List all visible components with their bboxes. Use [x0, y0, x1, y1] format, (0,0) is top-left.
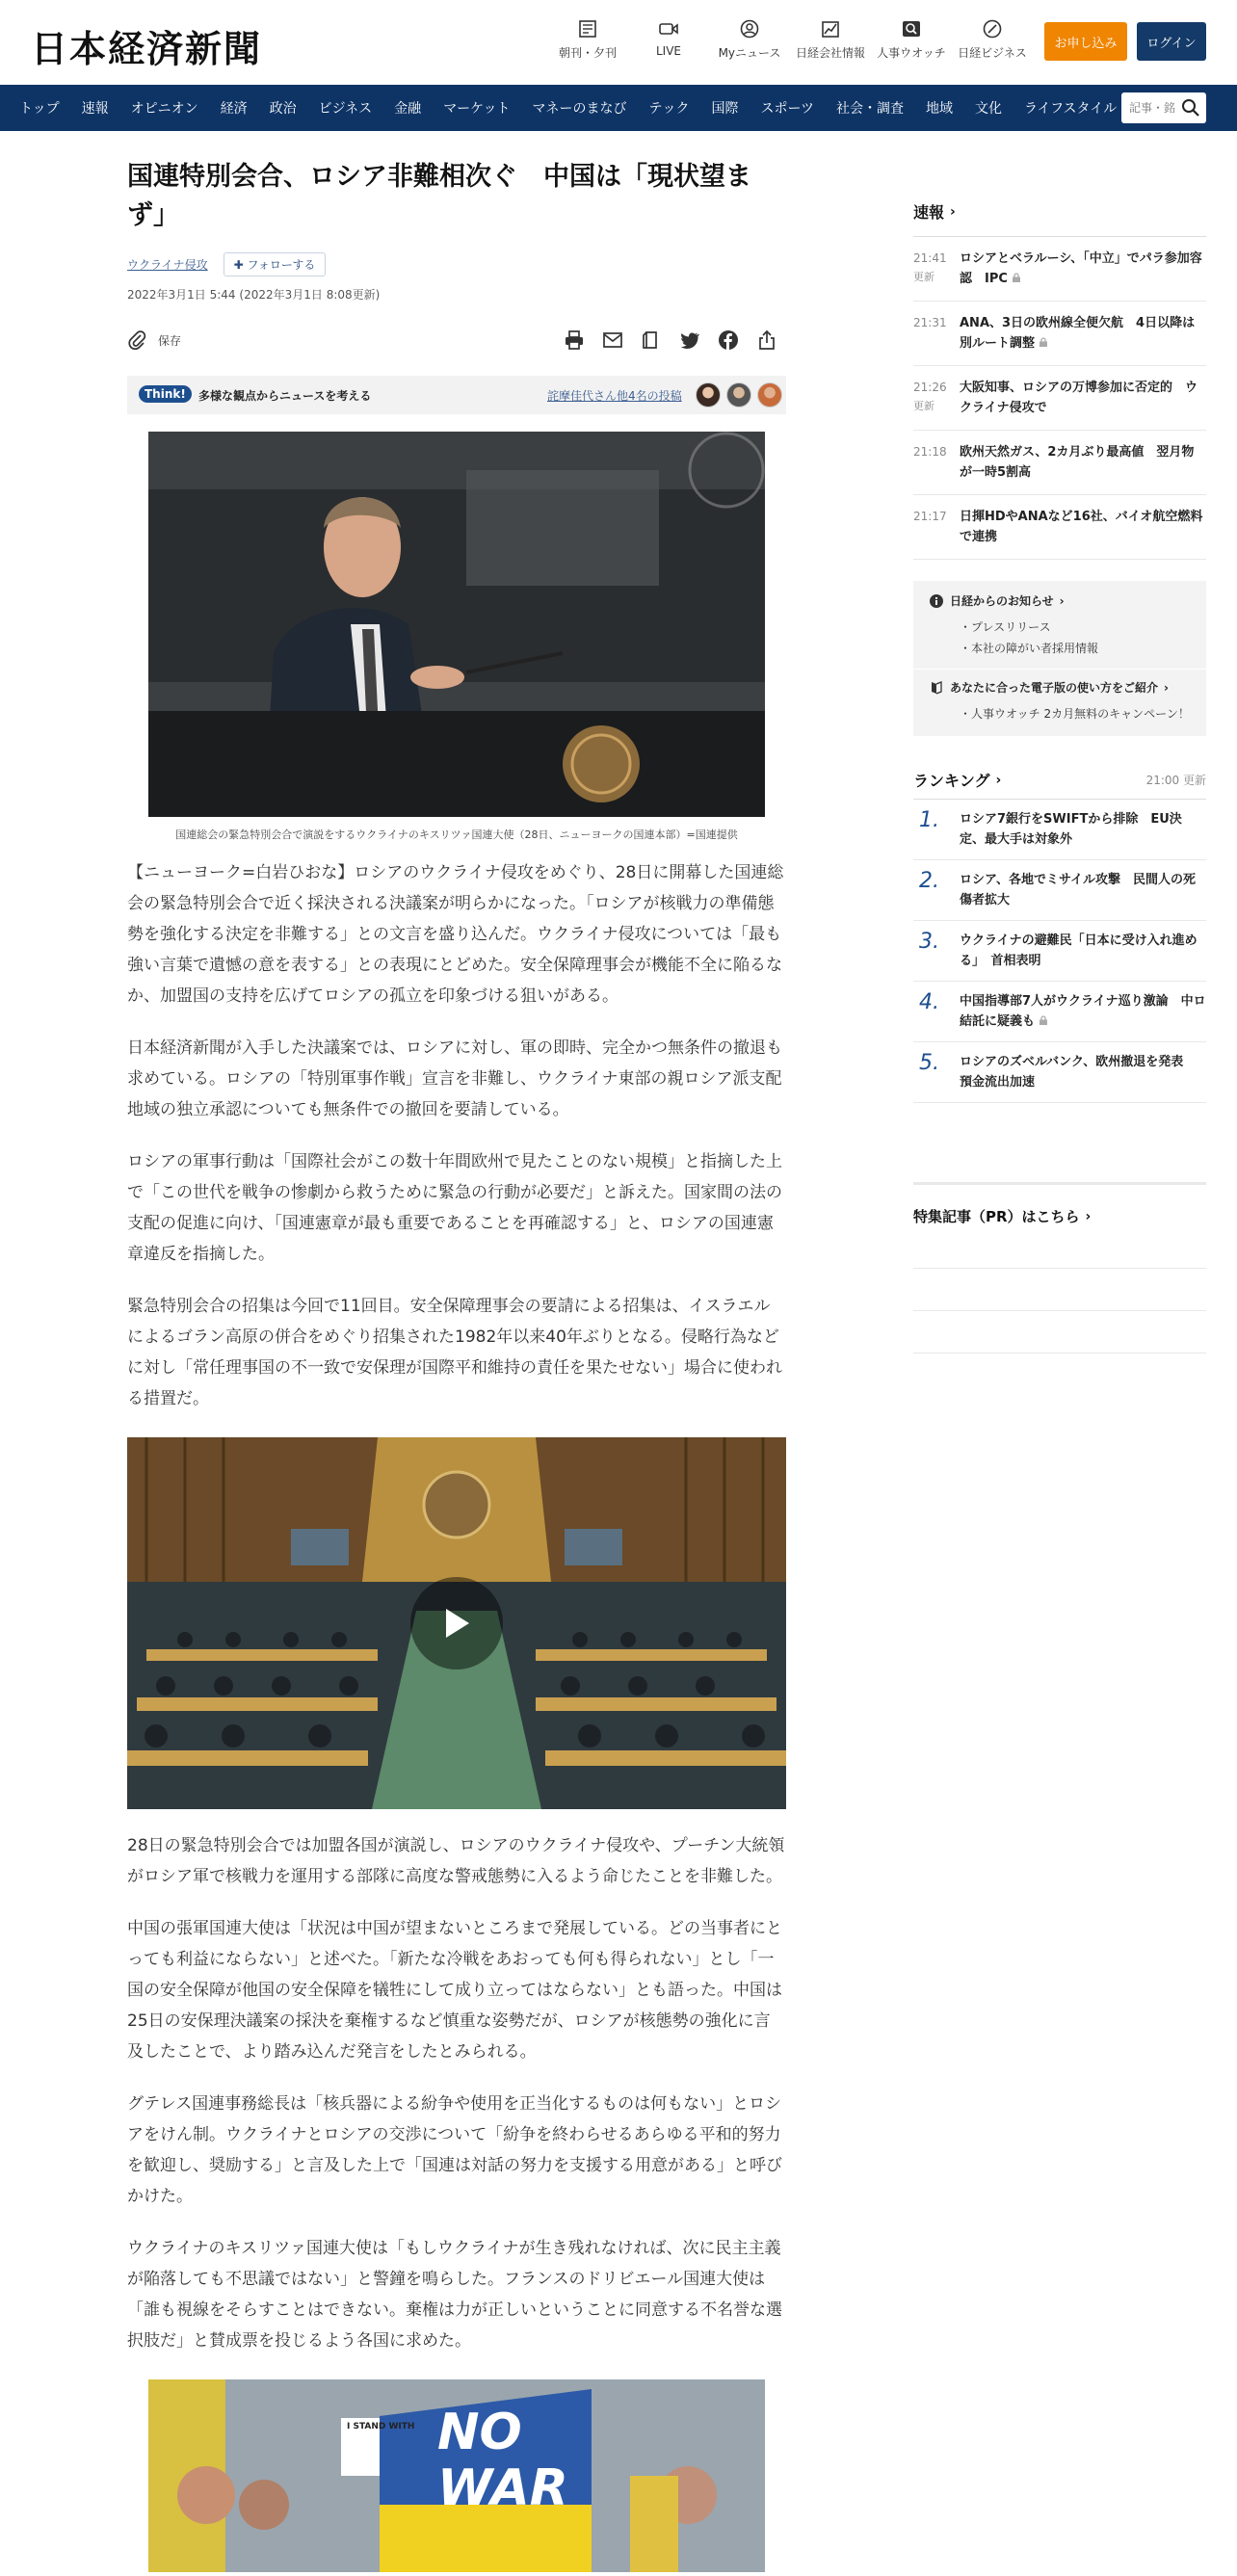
rank-title: ロシア、各地でミサイル攻撃 民間人の死傷者拡大 — [960, 873, 1197, 907]
ranking-updated: 更新 — [1182, 774, 1206, 787]
paperclip-icon — [127, 329, 146, 351]
rank-title: 中国指導部7人がウクライナ巡り激論 中ロ結託に疑義も — [960, 994, 1206, 1029]
plus-icon: ✚ — [233, 258, 248, 272]
news-item[interactable] — [913, 237, 1206, 302]
ranking-list — [913, 799, 1206, 1103]
article-paragraph: 日本経済新聞が入手した決議案では、ロシアに対し、軍の即時、完全かつ無条件の撤退も求めている。ロシアの「特別軍事作戦」宣言を非難し、ウクライナ東部の親ロシア派支配地域の独立承認についても無条件での撤回を要請している。 — [127, 1038, 782, 1119]
divider — [913, 669, 1206, 670]
notice-title: 日経からのお知らせ — [950, 594, 1054, 608]
protest-sign-text: NO WAR — [437, 2404, 568, 2517]
think-bar — [127, 376, 786, 414]
chart-icon — [820, 19, 841, 39]
notice-box — [913, 581, 1206, 736]
notice-item-label: 本社の障がい者採用情報 — [971, 642, 1099, 655]
article-video[interactable] — [127, 1437, 786, 1809]
nav-item-business[interactable]: ビジネス — [318, 101, 373, 117]
nav-item-lifestyle[interactable]: ライフスタイル — [1023, 101, 1118, 117]
nav-item-international[interactable]: 国際 — [711, 101, 739, 117]
news-updated: 更新 — [913, 271, 934, 283]
rank-title: ロシアのズベルバンク、欧州撤退を発表 預金流出加速 — [960, 1055, 1197, 1090]
breaking-news-list — [913, 236, 1206, 560]
pr-placeholder-row — [913, 1269, 1206, 1311]
print-icon[interactable] — [555, 329, 593, 351]
article-meta — [127, 252, 786, 276]
news-title: 日揮HDやANAなど16社、バイオ航空燃料で連携 — [960, 510, 1203, 544]
article-photo-protest — [148, 2379, 765, 2572]
clip-article-icon[interactable] — [632, 329, 671, 351]
header-icon-bar — [547, 19, 1033, 61]
header-link-label: LIVE — [655, 44, 681, 58]
header-link-newspaper[interactable] — [547, 19, 628, 61]
nav-item-opinion[interactable]: オピニオン — [130, 101, 198, 117]
notice-item-label: プレスリリース — [971, 620, 1051, 634]
search-input[interactable] — [1121, 92, 1175, 123]
article-paragraph: ロシアの軍事行動は「国際社会がこの数十年間欧州で見たことのない規模」と指摘した上で「この世代を戦争の惨劇から救うために緊急の行動が必要だ」と訴えた。国家間の法の支配の促進に向け、「国連憲章が最も重要であることを再確認する」と、ロシアの国連憲章違反を指摘した。 — [127, 1152, 782, 1264]
think-posts-link[interactable]: 詫摩佳代さん他4名の投稿 — [547, 389, 682, 403]
nav-item-tech[interactable]: テック — [648, 101, 690, 117]
book-icon — [929, 680, 944, 696]
follow-label: フォローする — [247, 258, 316, 272]
lock-icon — [1039, 1015, 1048, 1025]
news-item[interactable] — [913, 495, 1206, 560]
mail-icon[interactable] — [593, 329, 632, 351]
video-icon — [658, 19, 679, 39]
think-text: 多様な観点からニュースを考える — [198, 389, 372, 403]
compass-icon — [982, 19, 1003, 39]
rank-number: 3. — [919, 930, 939, 954]
ranking-item[interactable] — [913, 921, 1206, 982]
ebook-guide-heading[interactable] — [929, 679, 1191, 696]
news-time: 21:31 — [913, 316, 947, 329]
article-date: 2022年3月1日 5:44 (2022年3月1日 8:08更新) — [127, 288, 381, 302]
article-title: 国連特別会合、ロシア非難相次ぐ 中国は「現状望まず」 — [127, 162, 751, 230]
ranking-heading[interactable] — [913, 769, 1001, 791]
search-person-icon — [901, 19, 922, 39]
newspaper-icon — [577, 19, 598, 39]
expert-avatars — [690, 382, 782, 407]
ranking-time: 21:00 — [1145, 774, 1180, 787]
rank-title: ウクライナの避難民「日本に受け入れ進める」 首相表明 — [960, 933, 1198, 968]
avatar[interactable] — [757, 382, 782, 407]
header-link-personnel-watch[interactable] — [871, 19, 952, 61]
search-icon[interactable] — [1181, 98, 1200, 118]
news-time: 21:17 — [913, 510, 947, 523]
lock-icon — [1012, 273, 1021, 282]
ranking-item[interactable] — [913, 860, 1206, 921]
news-time: 21:41 — [913, 251, 947, 265]
article-photo-ambassador — [148, 432, 765, 817]
subscribe-button[interactable]: お申し込み — [1044, 22, 1127, 61]
news-title: ロシアとベラルーシ、「中立」でパラ参加容認 IPC — [960, 251, 1202, 286]
header-link-label: Myニュース — [718, 46, 781, 60]
ebook-guide-title: あなたに合った電子版の使い方をご紹介 — [950, 681, 1159, 695]
nav-item-economy[interactable]: 経済 — [220, 101, 248, 117]
play-button[interactable] — [410, 1577, 503, 1669]
ambassador-photo — [148, 432, 765, 817]
rank-number: 5. — [919, 1051, 939, 1075]
chevron-right-icon: › — [1059, 593, 1065, 608]
chevron-right-icon: › — [950, 203, 956, 220]
nav-item-culture[interactable]: 文化 — [974, 101, 1002, 117]
breaking-news-heading[interactable] — [913, 200, 1206, 223]
nav-item-politics[interactable]: 政治 — [269, 101, 297, 117]
notice-heading[interactable] — [929, 592, 1191, 609]
share-icon[interactable] — [748, 329, 786, 351]
share-toolbar — [127, 324, 786, 358]
ranking-item[interactable] — [913, 982, 1206, 1042]
save-label: 保存 — [158, 333, 182, 348]
pr-heading[interactable] — [913, 1206, 1206, 1226]
breaking-news-title: 速報 — [913, 203, 945, 222]
article-paragraph: ウクライナのキスリツァ国連大使は「もしウクライナが生き残れなければ、次に民主主義が陥落しても不思議ではない」と警鐘を鳴らした。フランスのドリビエール国連大使は「誰も視線をそらすことはできない。棄権は力が正しいということに同意する不名誉な選択肢だ」と賛成票を投じるよう各国に求めた。 — [127, 2239, 782, 2351]
follow-button[interactable] — [224, 252, 327, 276]
topic-link[interactable]: ウクライナ侵攻 — [127, 258, 208, 272]
user-icon — [739, 19, 760, 39]
news-title: 欧州天然ガス、2カ月ぶり最高値 翌月物が一時5割高 — [960, 445, 1195, 480]
news-time: 21:18 — [913, 445, 947, 459]
rank-number: 1. — [919, 808, 939, 832]
news-item[interactable] — [913, 431, 1206, 495]
think-badge: Think! — [139, 385, 192, 403]
news-updated: 更新 — [913, 400, 934, 412]
ebook-list — [929, 703, 1191, 724]
header-link-mynews[interactable] — [709, 19, 790, 61]
header-link-label: 日経ビジネス — [958, 46, 1027, 60]
notice-list — [929, 617, 1191, 659]
nav-item-top[interactable]: トップ — [19, 101, 60, 117]
news-title: 大阪知事、ロシアの万博参加に否定的 ウクライナ侵攻で — [960, 381, 1198, 415]
photo-caption: 国連総会の緊急特別会合で演説をするウクライナのキスリツァ国連大使（28日、ニューヨークの国連本部）=国連提供 — [175, 828, 738, 841]
nav-item-market[interactable]: マーケット — [443, 101, 511, 117]
lock-icon — [1039, 337, 1048, 347]
ranking-item[interactable] — [913, 1042, 1206, 1103]
sign-small-text: I STAND WITH — [347, 2422, 415, 2431]
chevron-right-icon: › — [995, 772, 1002, 788]
pr-section — [913, 1182, 1206, 1354]
chevron-right-icon: › — [1085, 1208, 1092, 1224]
article-paragraph: 28日の緊急特別会合では加盟各国が演説し、ロシアのウクライナ侵攻や、プーチン大統領がロシア軍で核戦力を運用する部隊に高度な警戒態勢に入るよう命じたことを非難した。 — [127, 1836, 785, 1886]
sidebar — [913, 200, 1206, 1354]
notice-item[interactable]: ・プレスリリース — [960, 620, 1051, 634]
header-link-live[interactable] — [628, 19, 709, 61]
login-button[interactable]: ログイン — [1137, 22, 1206, 61]
pr-placeholder-row — [913, 1226, 1206, 1269]
chevron-right-icon: › — [1164, 680, 1169, 695]
header-link-label: 日経会社情報 — [795, 46, 865, 60]
ranking-title: ランキング — [913, 772, 990, 790]
site-header — [0, 0, 1237, 85]
ebook-item[interactable]: ・人事ウオッチ 2カ月無料のキャンペーン！ — [960, 707, 1190, 721]
info-icon — [929, 593, 944, 609]
header-link-label: 朝刊・夕刊 — [558, 46, 617, 60]
nav-list — [19, 85, 1139, 131]
article-paragraph: 緊急特別会合の招集は今回で11回目。安全保障理事会の要請による招集は、イスラエルによるゴラン高原の併合をめぐり招集された1982年以来40年ぶりとなる。侵略行為などに対し「常任理事国の不一致で安保理が国際平和維持の責任を果たせない」場合に使われる措置だ。 — [127, 1297, 782, 1408]
article-paragraph: 中国の張軍国連大使は「状況は中国が望まないところまで発展している。どの当事者にとっても利益にならない」と述べた。「新たな冷戦をあおっても何も得られない」とし「一国の安全保障が他国の安全保障を犠牲にして成り立ってはならない」とも語った。中国は25日の安保理決議案の採決を棄権するなど慎重な姿勢だが、ロシアが核態勢の強化に言及したことで、より踏み込んだ発言をしたとみられる。 — [127, 1919, 782, 2062]
news-time: 21:26 — [913, 381, 947, 394]
facebook-icon[interactable] — [709, 329, 748, 351]
rank-number: 4. — [919, 990, 939, 1014]
avatar[interactable] — [726, 382, 751, 407]
rank-number: 2. — [919, 869, 939, 893]
notice-item[interactable]: ・本社の障がい者採用情報 — [960, 642, 1099, 655]
news-item[interactable] — [913, 302, 1206, 366]
article — [127, 158, 786, 2572]
twitter-icon[interactable] — [671, 329, 709, 351]
pr-placeholder-row — [913, 1311, 1206, 1354]
header-link-company-info[interactable] — [790, 19, 871, 61]
article-paragraph: グテレス国連事務総長は「核兵器による紛争や使用を正当化するものは何もない」とロシアをけん制。ウクライナとロシアの交渉について「紛争を終わらせるあらゆる平和的努力を歓迎し、奨励する」と言及した上で「国連は対話の努力を支援する用意がある」と呼びかけた。 — [127, 2094, 782, 2206]
article-paragraph: 【ニューヨーク=白岩ひおな】ロシアのウクライナ侵攻をめぐり、28日に開幕した国連総会の緊急特別会合で近く採決される決議案が明らかになった。「ロシアが核戦力の準備態勢を強化する決定を非難する」との文言を盛り込んだ。ウクライナ侵攻については「最も強い言葉で遺憾の意を表する」との表現にとどめた。安全保障理事会が機能不全に陥るなか、加盟国の支持を広げてロシアの孤立を印象づける狙いがある。 — [127, 863, 784, 1006]
ranking-header — [913, 769, 1206, 791]
nav-item-region[interactable]: 地域 — [925, 101, 953, 117]
ranking-item[interactable] — [913, 800, 1206, 860]
pr-title: 特集記事（PR）はこちら — [913, 1208, 1080, 1225]
news-item[interactable] — [913, 366, 1206, 431]
header-link-nikkei-business[interactable] — [952, 19, 1033, 61]
nav-item-sports[interactable]: スポーツ — [760, 101, 814, 117]
play-icon — [442, 1607, 471, 1640]
avatar[interactable] — [696, 382, 721, 407]
nav-item-finance[interactable]: 金融 — [394, 101, 422, 117]
ranking-updated-time — [1146, 772, 1206, 788]
nav-item-breaking[interactable]: 速報 — [81, 101, 109, 117]
rank-title: ロシア7銀行をSWIFTから排除 EU決定、最大手は対象外 — [960, 812, 1182, 847]
site-logo[interactable]: 日本経済新聞 — [31, 27, 263, 70]
news-title: ANA、3日の欧州線全便欠航 4日以降は別ルート調整 — [960, 316, 1196, 351]
ebook-item-label: 人事ウオッチ 2カ月無料のキャンペーン！ — [971, 707, 1190, 721]
share-icons — [555, 329, 786, 351]
nav-item-society[interactable]: 社会・調査 — [835, 101, 904, 117]
search-box — [1121, 92, 1206, 123]
save-button[interactable] — [127, 329, 181, 351]
main-nav — [0, 85, 1237, 131]
header-link-label: 人事ウオッチ — [877, 46, 946, 60]
nav-item-money[interactable]: マネーのまなび — [532, 101, 627, 117]
